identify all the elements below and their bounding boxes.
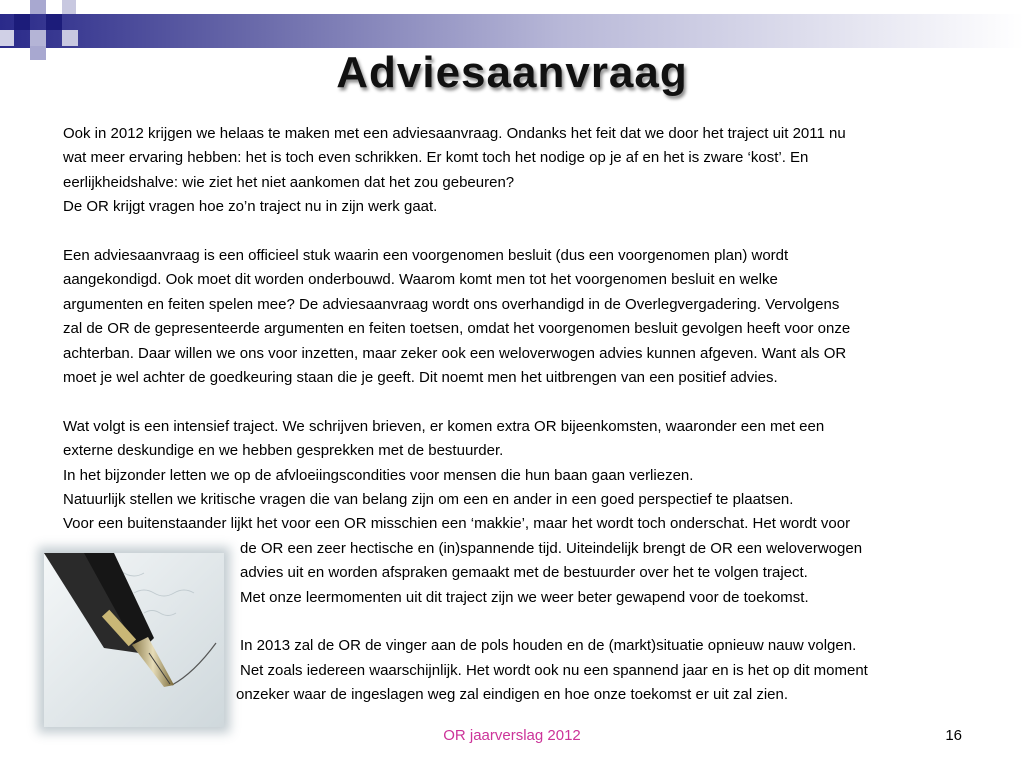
body-line: Een adviesaanvraag is een officieel stuk waarin een voorgenomen besluit (dus een voorgenomen plan) wordt — [63, 247, 789, 265]
body-line: In het bijzonder letten we op de afvloeiingscondities voor mensen die hun baan gaan verliezen. — [63, 466, 694, 484]
body-line: De OR krijgt vragen hoe zo’n traject nu in zijn werk gaat. — [63, 198, 438, 216]
body-line: Wat volgt is een intensief traject. We schrijven brieven, er komen extra OR bijeenkomsten, waaronder een met een — [63, 417, 825, 435]
body-line: aangekondigd. Ook moet dit worden onderbouwd. Waarom komt men tot het voorgenomen besluit en welke — [63, 271, 778, 289]
slide-title: Adviesaanvraag — [336, 48, 688, 97]
blank-line — [63, 390, 983, 414]
body-line: argumenten en feiten spelen mee? De adviesaanvraag wordt ons overhandigd in de Overlegvergadering. Vervolgens — [63, 295, 840, 313]
body-line: achterban. Daar willen we ons voor inzetten, maar zeker ook een weloverwogen advies kunnen afgeven. Want als OR — [63, 344, 847, 362]
blank-line — [63, 220, 983, 244]
fountain-pen-icon — [44, 553, 224, 727]
body-line: Net zoals iedereen waarschijnlijk. Het wordt ook nu een spannend jaar en is het op dit moment — [240, 661, 868, 679]
body-line: onzeker waar de ingeslagen weg zal eindigen en hoe onze toekomst er uit zal zien. — [236, 686, 789, 704]
body-line: In 2013 zal de OR de vinger aan de pols houden en de (markt)situatie opnieuw nauw volgen. — [240, 637, 857, 655]
body-line: Natuurlijk stellen we kritische vragen die van belang zijn om een en ander in een goed perspectief te plaatsen. — [63, 491, 794, 509]
body-line: eerlijkheidshalve: wie ziet het niet aankomen dat het zou gebeuren? — [63, 173, 515, 191]
body-line: Voor een buitenstaander lijkt het voor een OR misschien een ‘makkie’, maar het wordt toch onderschat. Het wordt voor — [63, 515, 851, 533]
body-line: zal de OR de gepresenteerde argumenten en feiten toetsen, omdat het voorgenomen besluit gevolgen heeft voor onze — [63, 320, 851, 338]
footer-text: OR jaarverslag 2012 — [443, 727, 581, 744]
body-line: advies uit en worden afspraken gemaakt met de bestuurder over het te volgen traject. — [240, 564, 808, 582]
body-line: moet je wel achter de goedkeuring staan die je geeft. Dit noemt men het uitbrengen van een positief advies. — [63, 369, 778, 387]
body-line: Met onze leermomenten uit dit traject zijn we weer beter gewapend voor de toekomst. — [240, 588, 809, 606]
body-line: de OR een zeer hectische en (in)spannende tijd. Uiteindelijk brengt de OR een weloverwogen — [240, 539, 863, 557]
fountain-pen-photo — [44, 553, 224, 727]
body-line: externe deskundige en we hebben gesprekken met de bestuurder. — [63, 442, 504, 460]
header-gradient-band — [0, 14, 1024, 48]
body-line: wat meer ervaring hebben: het is toch even schrikken. Er komt toch het nodige op je af en het is zware ‘kost’. En — [63, 149, 809, 167]
body-line: Ook in 2012 krijgen we helaas te maken met een adviesaanvraag. Ondanks het feit dat we door het traject uit 2011 nu — [63, 125, 846, 142]
page-number: 16 — [945, 727, 962, 744]
